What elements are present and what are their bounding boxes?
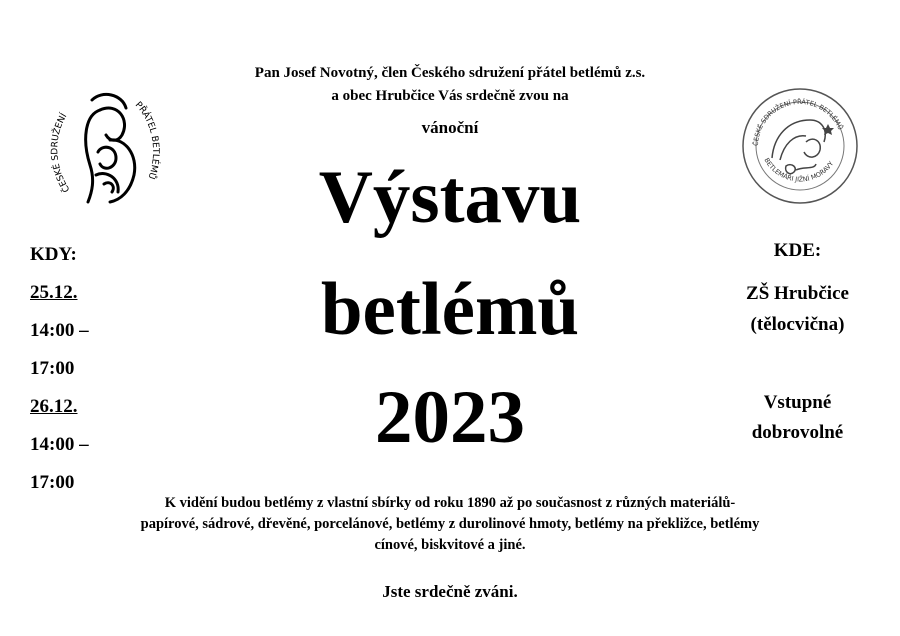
entry-fee-line-2: dobrovolné: [751, 422, 844, 443]
where-place: ZŠ Hrubčice: [746, 283, 849, 304]
date-1: 25.12.: [30, 282, 78, 303]
svg-text:BETLEMÁŘI JIŽNÍ MORAVY: [762, 157, 835, 184]
intro-line-2: a obec Hrubčice Vás srdečně zvou na: [331, 88, 569, 104]
date-2: 26.12.: [30, 396, 78, 417]
holy-family-drawing: [86, 94, 135, 202]
time-1-start: 14:00 –: [30, 320, 89, 341]
description-line-1: K vidění budou betlémy z vlastní sbírky od roku 1890 až po současnost z různých materiálů-: [164, 495, 736, 511]
title-line-2: betlémů: [320, 268, 580, 351]
title-line-1: Výstavu: [318, 156, 582, 239]
intro-line-3: vánoční: [421, 118, 479, 137]
intro-line-1: Pan Josef Novotný, člen Českého sdružení přátel betlémů z.s.: [254, 65, 646, 81]
time-1-end: 17:00: [30, 358, 75, 379]
logo-right-text: PŘÁTEL BETLÉMŮ: [132, 100, 161, 181]
closing-line: Jste srdečně zváni.: [382, 582, 518, 601]
description-line-2: papírové, sádrové, dřevěné, porcelánové, betlémy z durolinové hmoty, betlémy na překližce, betlémy: [140, 516, 760, 532]
seal-drawing: [772, 120, 825, 174]
star-icon: [822, 124, 834, 135]
title-line-3: 2023: [375, 376, 525, 459]
time-2-end: 17:00: [30, 472, 75, 493]
seal-bottom-text: BETLEMÁŘI JIŽNÍ MORAVY: [762, 156, 836, 184]
time-2-start: 14:00 –: [30, 434, 89, 455]
where-heading: KDE:: [773, 240, 822, 261]
regional-seal: [740, 86, 860, 206]
when-column: [30, 236, 89, 502]
logo-left-text: ČESKÉ SDRUŽENÍ: [50, 111, 73, 194]
where-room: (tělocvična): [750, 314, 845, 335]
description-line-3: cínové, biskvitové a jiné.: [374, 537, 526, 553]
when-heading: KDY:: [30, 244, 77, 265]
svg-text:PŘÁTEL BETLÉMŮ: [133, 100, 162, 181]
svg-text:ČESKÉ SDRUŽENÍ: [50, 111, 73, 195]
entry-fee-line-1: Vstupné: [763, 392, 832, 413]
seal-top-text: ČESKÉ SDRUŽENÍ PŘÁTEL BETLÉMŮ: [751, 97, 845, 147]
